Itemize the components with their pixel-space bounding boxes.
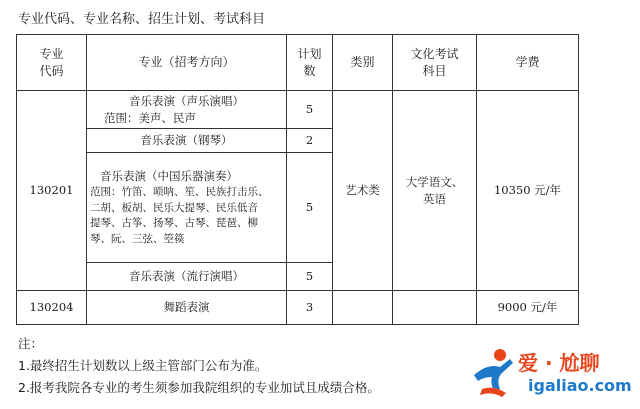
plan-cell: 3 — [287, 291, 333, 325]
major-cell: 舞蹈表演 — [87, 291, 287, 325]
major-cell — [87, 91, 287, 129]
watermark-brand-en: igaliao.com — [528, 376, 632, 395]
runner-logo-icon — [466, 345, 522, 401]
group-tuition-cell: 10350 元/年 — [477, 91, 579, 291]
watermark — [466, 345, 634, 401]
culture-subjects-cell: 大学语文、 英语 — [393, 91, 477, 291]
table-row — [17, 91, 579, 129]
plan-cell: 5 — [287, 153, 333, 263]
major-cell: 音乐表演（流行演唱） — [87, 263, 287, 291]
major-name: 音乐表演（声乐演唱） — [129, 93, 244, 108]
group-code-cell: 130201 — [17, 91, 87, 291]
header-code: 专业 代码 — [17, 35, 87, 91]
plan-cell: 5 — [287, 263, 333, 291]
page-title: 专业代码、专业名称、招生计划、考试科目 — [18, 12, 266, 27]
admissions-table — [16, 34, 579, 325]
plan-cell: 5 — [287, 91, 333, 129]
header-category: 类别 — [333, 35, 393, 91]
major-scope: 范围：美声、民声 — [104, 110, 196, 125]
table-header-row — [17, 35, 579, 91]
watermark-brand-zh: 爱 · 尬聊 — [518, 351, 600, 375]
major-scope: 范围：竹笛、唢呐、笙、民族打击乐、 二胡、板胡、民乐大提琴、民乐低音 提琴、古筝、扬琴、古琴、琵琶、柳 琴、阮、三弦、箜篌 — [90, 186, 269, 245]
notes — [18, 333, 380, 399]
note-item: 2.报考我院各专业的考生须参加我院组织的专业加试且成绩合格。 — [18, 380, 380, 395]
header-culture: 文化考试 科目 — [393, 35, 477, 91]
major-cell: 音乐表演（钢琴） — [87, 129, 287, 153]
major-name: 音乐表演（中国乐器演奏） — [100, 169, 238, 183]
header-tuition: 学费 — [477, 35, 579, 91]
empty-cell — [393, 291, 477, 325]
tuition-cell: 9000 元/年 — [477, 291, 579, 325]
notes-heading: 注： — [18, 336, 44, 351]
plan-cell: 2 — [287, 129, 333, 153]
empty-cell — [333, 291, 393, 325]
code-cell: 130204 — [17, 291, 87, 325]
header-major: 专业（招考方向） — [87, 35, 287, 91]
category-cell: 艺术类 — [333, 91, 393, 291]
major-cell — [87, 153, 287, 263]
note-item: 1.最终招生计划数以上级主管部门公布为准。 — [18, 358, 268, 373]
header-plan: 计划 数 — [287, 35, 333, 91]
table-row — [17, 291, 579, 325]
